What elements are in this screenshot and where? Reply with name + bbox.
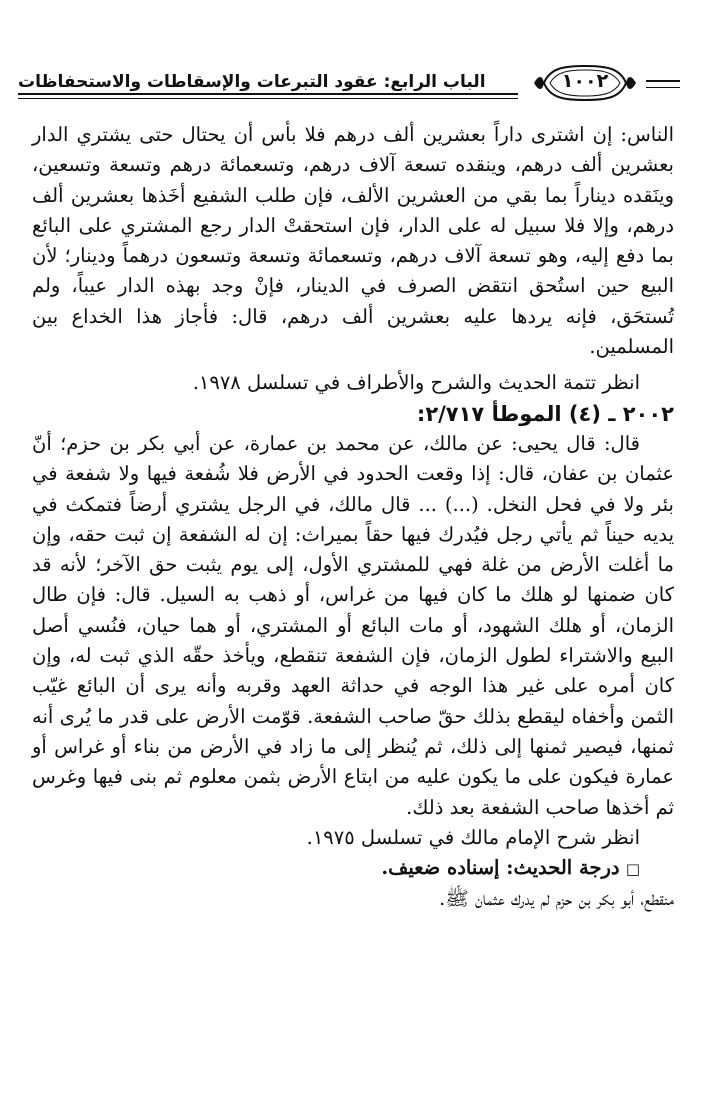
running-title: الباب الرابع: عقود التبرعات والإسقاطات والاستحفاظات <box>18 72 486 92</box>
entry-heading: ٢٠٠٢ ـ (٤) الموطأ ٢/٧١٧: <box>416 401 674 426</box>
page-body <box>32 120 674 915</box>
header-rule-thin <box>18 98 518 99</box>
header-dash <box>646 80 680 82</box>
grade-line <box>32 853 674 884</box>
page-header <box>18 62 687 104</box>
hadith-text: قال: قال يحيى: عن مالك، عن محمد بن عمارة، عن أبي بكر بن حزم؛ أنّ عثمان بن عفان، قال: إذا وقعت الحدود في الأرض فلا شُفعة فيها ولا شفعة في بئر ولا في فحل النخل. (...) ... قال مالك، في الرجل يشتري أرضاً فتمكث في يديه حيناً ثم يأتي رجل فيُدرك فيها حقاً بميراث: إن له الشفعة إن ثبت حقه، وإن ما أغلت الأرض من غلة فهي للمشتري الأول، إلى يوم يثبت حق الآخر؛ لأنه قد كان ضمنها لو هلك ما كان فيها من غراس، أو ذهب به السيل. قال: فإن طال الزمان، أو هلك الشهود، أو مات البائع أو المشتري، أو هما حيان، فنُسي أصل البيع والاشتراء لطول الزمان، فإن الشفعة تنقطع، ويأخذ حقّه الذي ثبت له، وإن كان أمره على غير هذا الوجه في حداثة العهد وقربه وأنه يرى أن البائع غيّب الثمن وأخفاه ليقطع بذلك حقّ صاحب الشفعة. قوّمت الأرض على قدر ما يُرى أنه ثمنها، فيصير ثمنها إلى ذلك، ثم يُنظر إلى ما زاد في الأرض من بناء أو غراس أو عمارة فيكون على ما يكون عليه من ابتاع الأرض بثمن معلوم ثم بنى فيها وغرس ثم أخذها صاحب الشفعة بعد ذلك. <box>32 431 674 819</box>
closing-note: منقطع، أبو بكر بن حزم لم يدرك عثمان ﷺ. <box>439 887 674 911</box>
header-dash-thin <box>646 87 680 88</box>
page-number-badge <box>530 62 640 104</box>
cross-reference-2: انظر شرح الإمام مالك في تسلسل ١٩٧٥. <box>306 825 640 849</box>
square-bullet-icon: □ <box>625 860 640 879</box>
header-rule <box>18 93 518 95</box>
hadith-grade: درجة الحديث: إسناده ضعيف. <box>381 856 620 880</box>
page-number: ١٠٠٢ <box>561 70 609 92</box>
cross-reference: انظر تتمة الحديث والشرح والأطراف في تسلسل ١٩٧٨. <box>192 371 640 395</box>
paragraph-continued: الناس: إن اشترى داراً بعشرين ألف درهم فلا بأس أن يحتال حتى يشتري الدار بعشرين ألف درهم، وينقده تسعة آلاف درهم، وتسعمائة درهم وتسعة وتسعين، وينَقده ديناراً بما بقي من العشرين الألف، فإن طلب الشفيع أخَذها بعشرين ألف درهم، وإلا فلا سبيل له على الدار، فإن استحقتْ الدار رجع المشتري على البائع بما دفع إليه، وهو تسعة آلاف درهم، وتسعمائة وتسعة وتسعون درهماً ودينار؛ لأن البيع حين استُحق انتقض الصرف في الدينار، فإنْ وجد بهذه الدار عيباً، ولم تُستحَق، فإنه يردها عليه بعشرين ألف درهم، قال: فأجاز هذا الخداع بين المسلمين. <box>32 123 674 359</box>
